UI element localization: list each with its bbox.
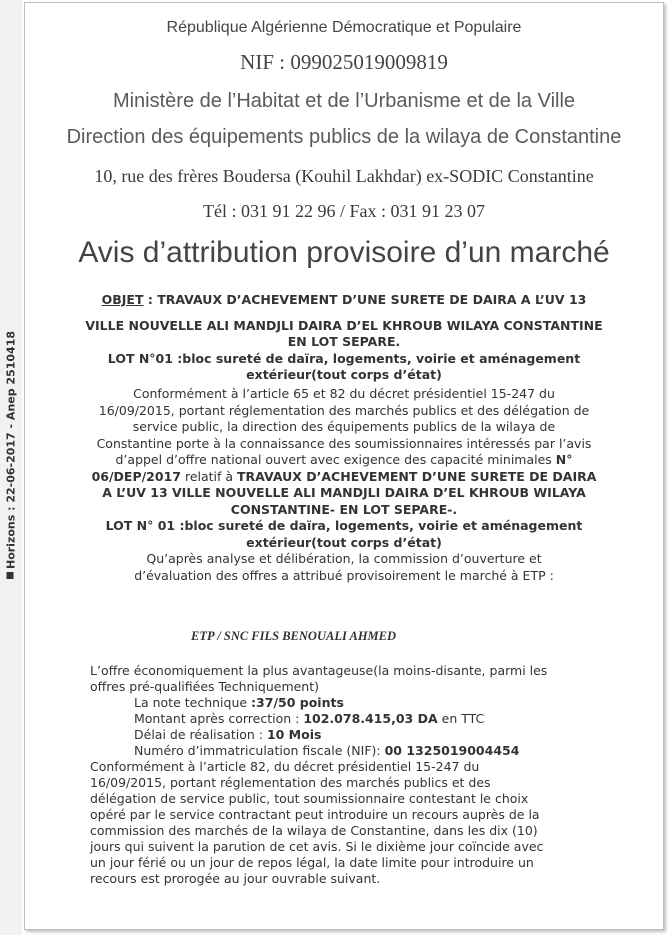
phone-line: Tél : 031 91 22 96 / Fax : 031 91 23 07	[203, 201, 485, 221]
awarded-company: ETP / SNC FILS BENOUALI AHMED	[191, 629, 397, 643]
republic-heading: République Algérienne Démocratique et Populaire	[166, 19, 522, 36]
notice-title: Avis d’attribution provisoire d’un marché	[78, 236, 610, 269]
offer-details: L’offre économiquement la plus avantageuse(la moins-disante, parmi les offres pré-qualifiées Techniquement) La note technique :37/50 points Montant après correction : 102.078.415,03 DA en TTC Délai de réalisation : 10 Mois Numéro d’immatriculation fiscale (NIF): 00 1325019004454 Conformément à l’article 82, du décret présidentiel 15-247 du 16/09/2015, portant réglementation des marchés publics et des délégation de service public, tout soumissionnaire contestant le choix opéré par le service contractant peut introduire un recours auprès de la commission des marchés de la wilaya de Constantine, dans les dix (10) jours qui suivent la parution de cet avis. Si le dixième jour coïncide avec un jour férié ou un jour de repos légal, la date limite pour introduire un recours est prorogée au jour ouvrable suivant.	[90, 663, 650, 887]
recours-paragraph: Conformément à l’article 82, du décret présidentiel 15-247 du	[90, 759, 480, 774]
publication-stamp: Horizons : 22-06-2017 - Anep 2510418	[5, 331, 18, 579]
objet-label: OBJET	[101, 292, 144, 307]
direction-heading: Direction des équipements publics de la wilaya de Constantine	[66, 126, 622, 148]
address-line: 10, rue des frères Boudersa (Kouhil Lakhdar) ex-SODIC Constantine	[94, 166, 594, 186]
sidebar-strip	[0, 0, 22, 935]
ministry-heading: Ministère de l’Habitat et de l’Urbanisme et de la Ville	[112, 90, 576, 112]
objet-section: OBJET : TRAVAUX D’ACHEVEMENT D’UNE SURETE DE DAIRA A L’UV 13 VILLE NOUVELLE ALI MANDJLI DAIRA D’EL KHROUB WILAYA CONSTANTINE EN LOT SEPARE. LOT N°01 :bloc sureté de daïra, logements, voirie et aménagement extérieur(tout corps d’état)	[85, 292, 603, 382]
paragraph-attribution: Conformément à l’article 65 et 82 du décret présidentiel 15-247 du 16/09/2015, portant réglementation des marchés publics et des délégation de service public, la direction des équipements publics de la wilaya de Constantine porte à la connaissance des soumissionnaires intéressés par l’avis d’appel d’offre national ouvert avec exigence des capacité minimales N° 06/DEP/2017 relatif à TRAVAUX D’ACHEVEMENT D’UNE SURETE DE DAIRA A L’UV 13 VILLE NOUVELLE ALI MANDJLI DAIRA D’EL KHROUB WILAYA CONSTANTINE- EN LOT SEPARE-. LOT N° 01 :bloc sureté de daïra, logements, voirie et aménagement extérieur(tout corps d’état) Qu’après analyse et délibération, la commission d’ouverture et d’évaluation des offres a attribué provisoirement le marché à ETP :	[91, 386, 597, 583]
nif-heading: NIF : 099025019009819	[240, 50, 448, 74]
